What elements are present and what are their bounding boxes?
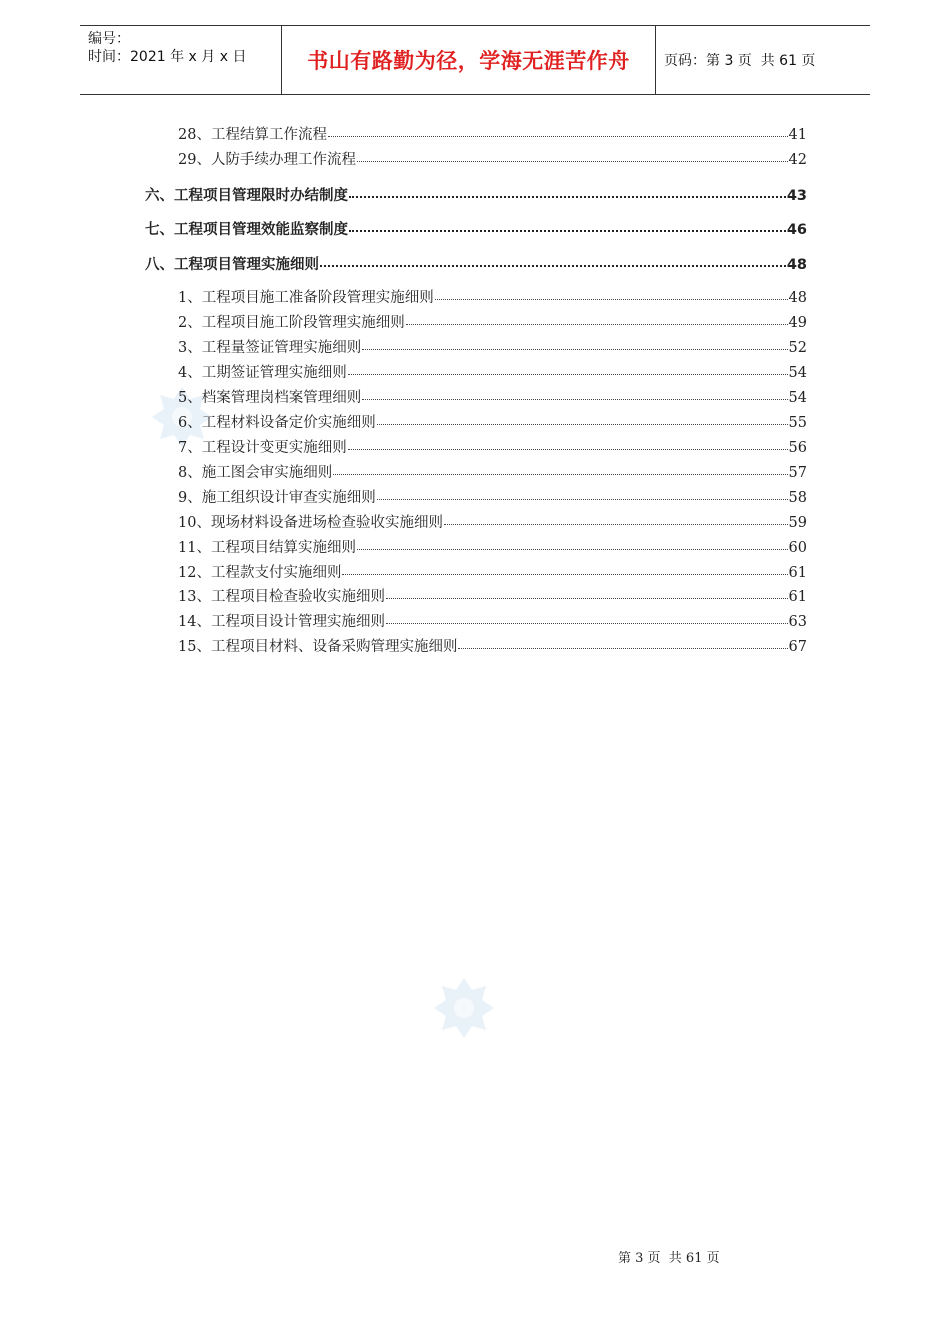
watermark-emblem-icon [432,976,496,1040]
toc-entry-page: 56 [788,440,807,456]
toc-entry-page: 54 [788,390,807,406]
toc-entry[interactable] [178,487,807,508]
toc-entry-title: 5、档案管理岗档案管理细则 [178,390,362,406]
toc-entry-title: 29、人防手续办理工作流程 [178,152,356,168]
toc-dot-leader [377,485,788,500]
toc-entry-title: 六、工程项目管理限时办结制度 [145,188,348,204]
toc-entry[interactable] [178,412,807,433]
toc-section-entry[interactable] [145,184,807,206]
toc-dot-leader [362,335,787,350]
toc-entry-page: 48 [788,290,807,306]
toc-entry-title: 15、工程项目材料、设备采购管理实施细则 [178,639,458,655]
toc-entry-title: 6、工程材料设备定价实施细则 [178,415,376,431]
toc-entry[interactable] [178,636,807,657]
toc-entry-page: 58 [788,490,807,506]
toc-entry-page: 60 [788,540,807,556]
toc-entry-title: 2、工程项目施工阶段管理实施细则 [178,315,405,331]
toc-dot-leader [348,435,788,450]
toc-entry-title: 12、工程款支付实施细则 [178,565,342,581]
toc-entry[interactable] [178,387,807,408]
toc-entry-page: 46 [786,222,807,238]
page-footer: 第 3 页 共 61 页 [618,1251,720,1266]
toc-entry-page: 54 [788,365,807,381]
toc-dot-leader [328,122,788,137]
toc-entry[interactable] [178,462,807,483]
document-number-label: 编号： [88,31,130,47]
page-header [80,25,870,95]
toc-entry-page: 48 [786,257,807,273]
toc-entry[interactable] [178,437,807,458]
toc-dot-leader [406,310,788,325]
toc-entry-page: 49 [788,315,807,331]
toc-entry-title: 10、现场材料设备进场检查验收实施细则 [178,515,443,531]
toc-dot-leader [435,285,788,300]
toc-entry[interactable] [178,287,807,308]
toc-entry-page: 42 [788,152,807,168]
header-motto: 书山有路勤为径，学海无涯苦作舟 [282,26,656,94]
toc-dot-leader [458,634,787,649]
toc-dot-leader [386,609,788,624]
header-meta [80,26,282,94]
toc-entry-page: 57 [788,465,807,481]
toc-entry-title: 7、工程设计变更实施细则 [178,440,347,456]
toc-dot-leader [333,460,787,475]
toc-dot-leader [349,216,786,232]
header-page-info: 页码：第 3 页 共 61 页 [664,53,816,69]
toc-section-entry[interactable] [145,218,807,240]
toc-entry-page: 59 [788,515,807,531]
toc-entry[interactable] [178,537,807,558]
toc-dot-leader [362,385,787,400]
toc-entry[interactable] [178,611,807,632]
toc-entry[interactable] [178,362,807,383]
toc-entry[interactable] [178,562,807,583]
toc-dot-leader [320,251,786,267]
toc-entry-page: 52 [788,340,807,356]
toc-dot-leader [349,182,786,198]
toc-entry[interactable] [178,586,807,607]
toc-entry[interactable] [178,337,807,358]
toc-entry-page: 63 [788,614,807,630]
toc-entry-page: 55 [788,415,807,431]
toc-entry[interactable] [178,512,807,533]
toc-entry-page: 43 [786,188,807,204]
toc-section-entry[interactable] [145,253,807,275]
toc-entry-title: 14、工程项目设计管理实施细则 [178,614,385,630]
toc-entry[interactable] [178,149,807,170]
toc-entry-page: 67 [788,639,807,655]
toc-dot-leader [357,147,788,162]
toc-dot-leader [348,360,788,375]
toc-entry[interactable] [178,312,807,333]
toc-entry-title: 9、施工组织设计审查实施细则 [178,490,376,506]
toc-entry[interactable] [178,124,807,145]
toc-entry-page: 41 [788,127,807,143]
toc-entry-title: 13、工程项目检查验收实施细则 [178,589,385,605]
toc-entry-title: 4、工期签证管理实施细则 [178,365,347,381]
toc-entry-title: 七、工程项目管理效能监察制度 [145,222,348,238]
toc-entry-title: 28、工程结算工作流程 [178,127,327,143]
document-time-label: 时间：2021 年 x 月 x 日 [88,49,247,65]
toc-dot-leader [444,510,788,525]
toc-entry-page: 61 [788,589,807,605]
toc-dot-leader [377,410,788,425]
toc-entry-title: 11、工程项目结算实施细则 [178,540,356,556]
toc-entry-title: 八、工程项目管理实施细则 [145,257,319,273]
toc-entry-title: 8、施工图会审实施细则 [178,465,333,481]
toc-entry-title: 1、工程项目施工准备阶段管理实施细则 [178,290,434,306]
toc-dot-leader [342,560,787,575]
toc-entry-title: 3、工程量签证管理实施细则 [178,340,362,356]
toc-entry-page: 61 [788,565,807,581]
toc-dot-leader [357,535,788,550]
toc-dot-leader [386,584,788,599]
